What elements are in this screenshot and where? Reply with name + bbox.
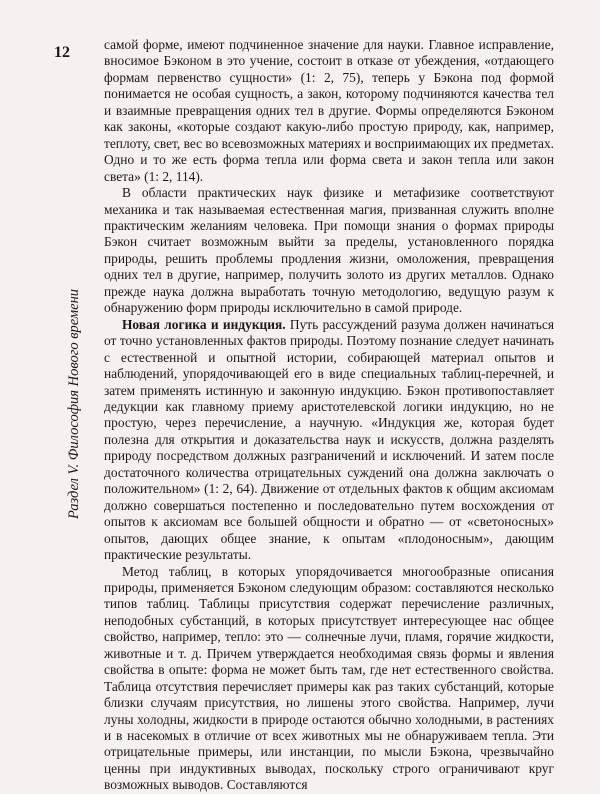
paragraph-3: [104, 317, 554, 564]
paragraph-2: В области практических наук физике и метафизике соответствуют механика и так называемая естественная магия, призванная служить вполне практическим желаниям человека. При помощи знания о формах природы Бэкон считает возможным выйти за пределы, установленного порядка природы, решить проблемы продления жизни, омоложения, превращения одних тел в другие, например, получить золото из других металлов. Однако прежде наука должна выработать точную методологию, ведущую разум к обнаружению форм природы исключительно в самой природе.: [104, 185, 554, 316]
paragraph-3-text: Путь рассуждений разума должен начинаться от точно установленных фактов природы. Поэтому познание следует начинать с естественной и опытной истории, собирающей материал опытов и наблюдений, упорядочивающей его в виде специальных таблиц-перечней, и затем применять истинную и законную индукцию. Бэкон противопоставляет дедукции как главному приему аристотелевской логики индукцию, но не простую, через перечисление, а научную. «Индукция же, которая будет полезна для открытия и доказательства наук и искусств, должна разделять природу посредством должных разграничений и исключений. И затем после достаточного количества отрицательных суждений она должна заключать о положительном» (1: 2, 64). Движение от отдельных фактов к общим аксиомам должно совершаться постепенно и последовательно путем восхождения от опытов к аксиомам все большей общности и обратно — от «светоносных» опытов, дающих общее знание, к опытам «плодоносным», дающим практические результаты.: [104, 316, 554, 563]
section-heading: Новая логика и индукция.: [122, 316, 286, 332]
paragraph-4: Метод таблиц, в которых упорядочивается многообразные описания природы, применяется Бэконом следующим образом: составляются несколько типов таблиц. Таблицы присутствия содержат перечисление различных, неподобных субстанций, в которых присутствует интересующее нас общее свойство, например, тепло: это — солнечные лучи, пламя, горячие жидкости, животные и т. д. Причем утверждается необходимая связь формы и явления свойства в опыте: форма не может быть там, где нет естественного свойства. Таблица отсутствия перечисляет примеры как раз таких субстанций, которые близки случаям присутствия, но лишены этого свойства. Например, лучи луны холодны, жидкости в природе остаются обычно холодными, в растениях и в насекомых в отличие от всех животных мы не обнаруживаем тепла. Эти отрицательные примеры, или инстанции, по мысли Бэкона, чрезвычайно ценны при индуктивных выводах, поскольку строго ограничивают круг возможных выводов. Составляются: [104, 563, 554, 793]
paragraph-1: самой форме, имеют подчиненное значение для науки. Главное исправление, вносимое Бэконом в это учение, состоит в отказе от убеждения, «отдающего формам первенство сущности» (1: 2, 75), теперь у Бэкона под формой понимается не особая сущность, а закон, которому подчиняются качества тел и взаимные превращения одних тел в другие. Формы определяются Бэконом как законы, «которые создают какую-либо простую природу, как, например, теплоту, свет, вес во всевозможных материях и восприимающих их предметах. Одно и то же есть форма тепла или форма света и закон тепла или закон света» (1: 2, 114).: [104, 37, 554, 184]
page-number: 12: [54, 44, 70, 61]
running-head: Раздел V. Философия Нового времени: [66, 288, 82, 520]
text-body: [104, 37, 554, 794]
